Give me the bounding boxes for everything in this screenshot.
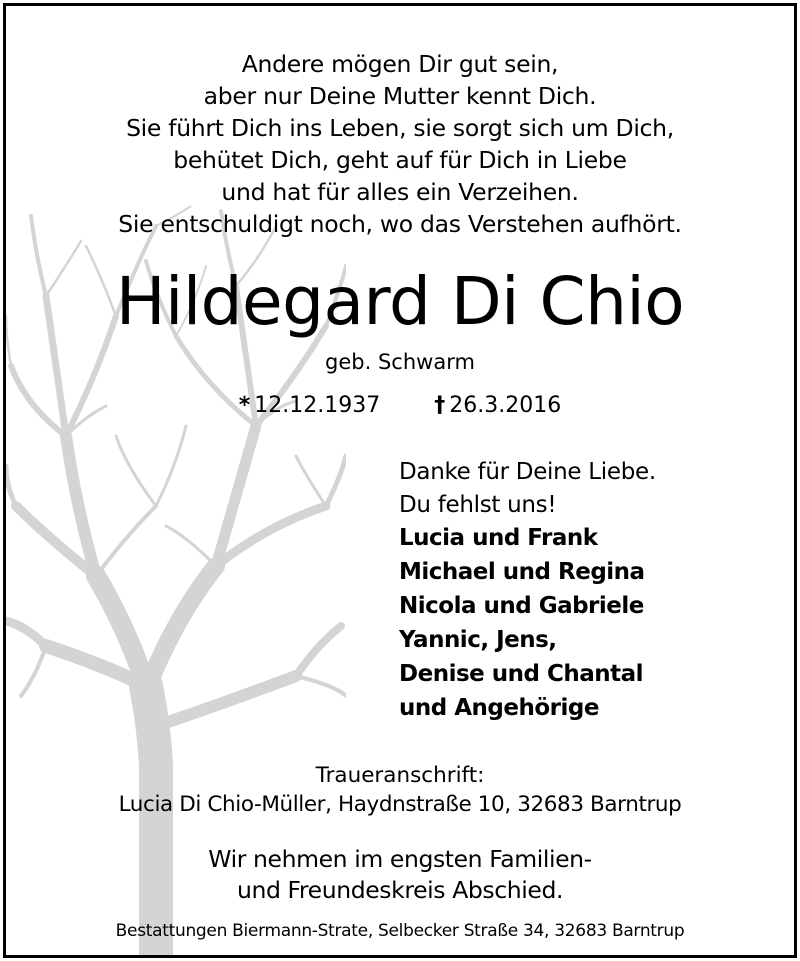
poem-line: Andere mögen Dir gut sein,	[241, 50, 559, 78]
poem-line: und hat für alles ein Verzeihen.	[221, 178, 579, 206]
family-line: Yannic, Jens,	[399, 627, 557, 653]
family-line: Lucia und Frank	[399, 525, 598, 551]
deceased-name: Hildegard Di Chio	[115, 263, 685, 340]
undertaker-info: Bestattungen Biermann-Strate, Selbecker Straße 34, 32683 Barntrup	[115, 921, 685, 941]
farewell-line: und Freundeskreis Abschied.	[236, 876, 564, 904]
thanks-message	[399, 456, 656, 522]
life-dates	[6, 391, 794, 421]
poem	[6, 48, 794, 240]
family-line: Nicola und Gabriele	[399, 593, 644, 619]
farewell-line: Wir nehmen im engsten Familien-	[208, 845, 592, 873]
poem-line: aber nur Deine Mutter kennt Dich.	[203, 82, 597, 110]
farewell-note	[6, 844, 794, 906]
death-date: 26.3.2016	[449, 393, 562, 418]
obituary-notice	[3, 3, 797, 958]
family-line: und Angehörige	[399, 695, 599, 721]
thanks-line: Danke für Deine Liebe.	[399, 459, 656, 485]
birth-star-icon: *	[238, 393, 251, 418]
mourning-address: Lucia Di Chio-Müller, Haydnstraße 10, 32683 Barntrup	[118, 792, 682, 817]
birth-name: geb. Schwarm	[325, 350, 475, 374]
poem-line: Sie entschuldigt noch, wo das Verstehen aufhört.	[118, 210, 682, 238]
death-cross-icon: †	[434, 393, 446, 418]
poem-line: Sie führt Dich ins Leben, sie sorgt sich um Dich,	[126, 114, 674, 142]
address-label: Traueranschrift:	[315, 763, 485, 788]
poem-line: behütet Dich, geht auf für Dich in Liebe	[173, 146, 627, 174]
birth-date: 12.12.1937	[254, 393, 381, 418]
family-line: Denise und Chantal	[399, 661, 644, 687]
thanks-line: Du fehlst uns!	[399, 492, 557, 518]
family-line: Michael und Regina	[399, 559, 645, 585]
family-signatures	[399, 521, 645, 725]
